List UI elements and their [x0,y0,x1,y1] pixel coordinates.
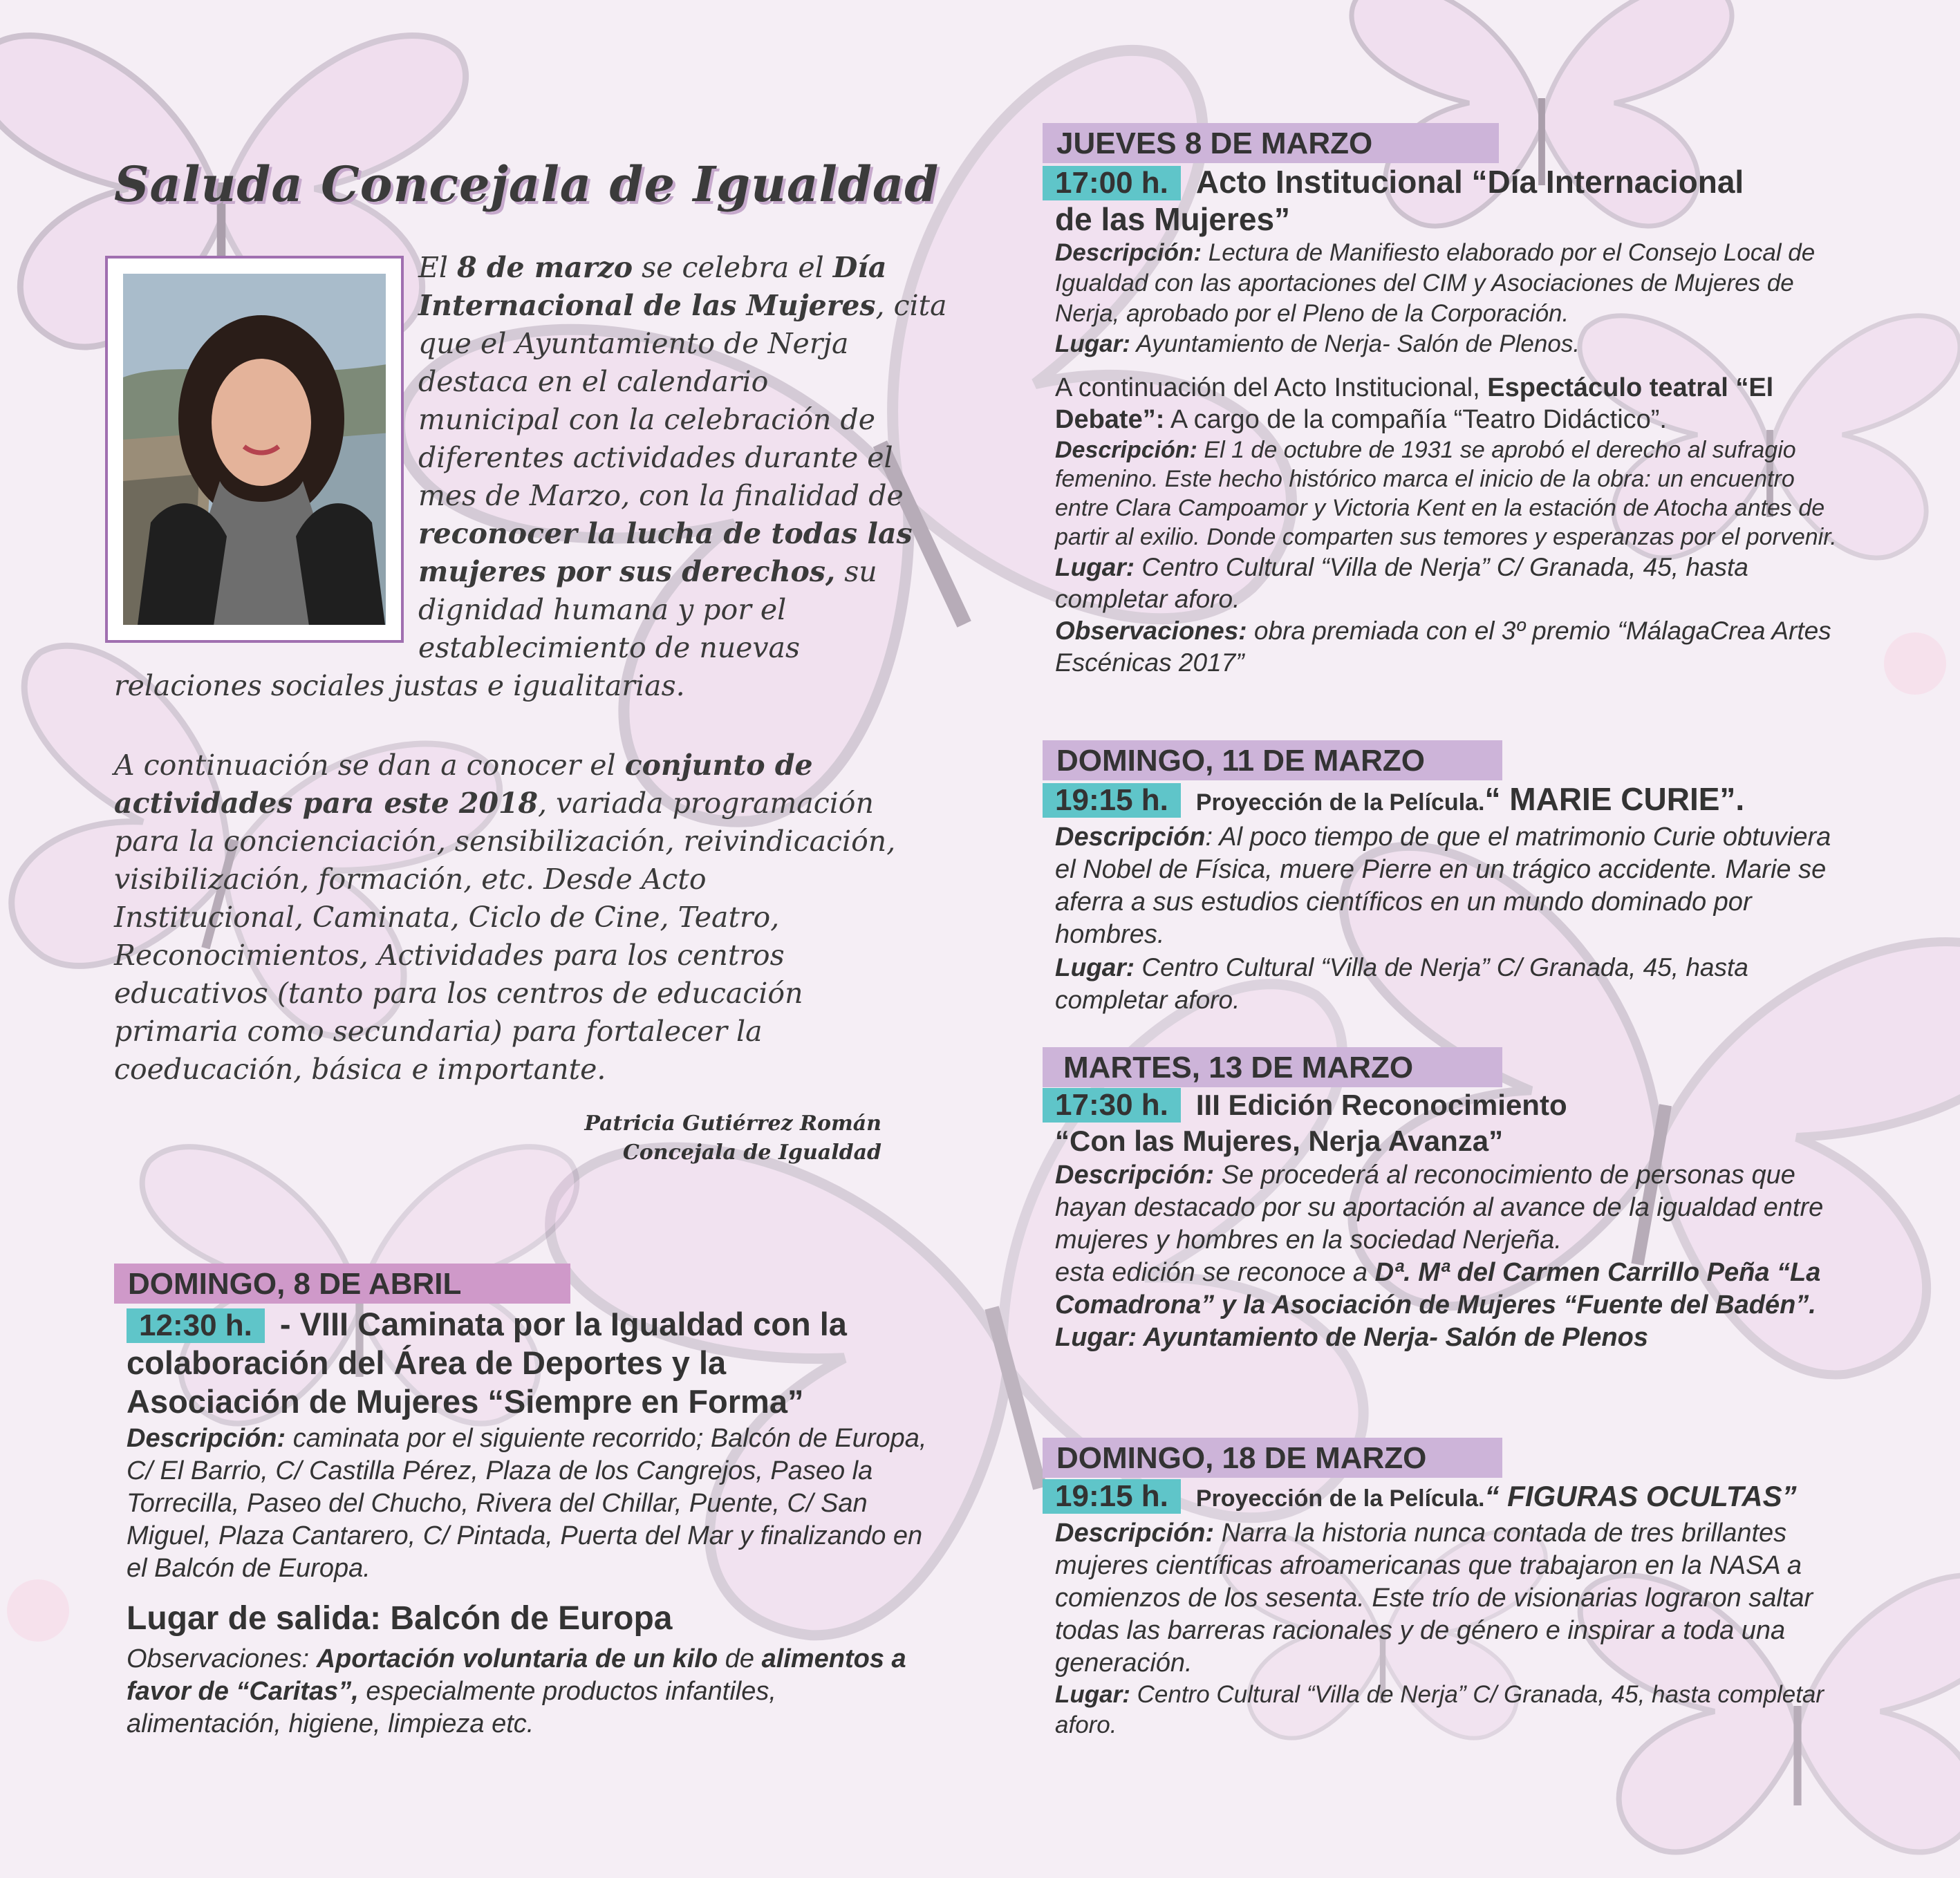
day-header-13-marzo: MARTES, 13 DE MARZO [1043,1047,1502,1087]
lugar-salida: Lugar de salida: Balcón de Europa [127,1600,673,1637]
signature [584,1109,881,1167]
event-reconocimiento: 17:30 h. III Edición Reconocimiento “Con las Mujeres, Nerja Avanza” Descripción: Se procederá al reconocimiento de personas que hayan destacado por su aportación al avance de la igualdad entre mujeres y hombres en la sociedad Nerjeña. esta edición se reconoce a Dª. Mª del Carmen Carrillo Peña “La Comadrona” y la Asociación de Mujeres “Fuente del Badén”. Lugar: Ayuntamiento de Nerja- Salón de Plenos [1043,1087,1851,1354]
event-time: 17:00 h. [1043,166,1181,200]
event-caminata: 12:30 h. - VIII Caminata por la Igualdad con la colaboración del Área de Deportes y la Asociación de Mujeres “Siempre en Forma” Descripción: caminata por el siguiente recorrido; Balcón de Europa, C/ El Barrio, C/ Castilla Pérez, Plaza de los Cangrejos, Paseo la Torrecilla, Paseo del Chucho, Rivera del Chillar, Puente, C/ San Miguel, Plaza Cantarero, C/ Pintada, Puerta del Mar y finalizando en el Balcón de Europa. Lugar de salida: Balcón de Europa Observaciones: Aportación voluntaria de un kilo de alimentos a favor de “Caritas”, especialmente productos infantiles, alimentación, higiene, limpieza etc. [114,1305,930,1740]
event-figuras-ocultas: 19:15 h. Proyección de la Película.“ FIGURAS OCULTAS” Descripción: Narra la historia nunca contada de tres brillantes mujeres científicas afroamericanas que trabajaron en la NASA a comienzos de los sesenta. Este trío de visionarias lograron saltar todas las barreras racionales y de género e inspirar a toda una generación. Lugar: Centro Cultural “Villa de Nerja” C/ Granada, 45, hasta completar aforo. [1043,1478,1851,1740]
signature-role: Concejala de Igualdad [622,1140,881,1165]
event-time: 19:15 h. [1043,783,1181,818]
portrait-photo [123,274,386,625]
day-header-8-abril: DOMINGO, 8 DE ABRIL [114,1264,570,1304]
activities-paragraph: A continuación se dan a conocer el conjunto de actividades para este 2018, variada programación para la concienciación, sensibilización, reivindicación, visibilización, formación, etc. Desde Acto Institucional, Caminata, Ciclo de Cine, Teatro, Reconocimientos, Actividades para los centros educativos (tanto para los centros de educación primaria como secundaria) para fortalecer la coeducación, básica e importante. [114,749,896,1086]
day-header-11-marzo: DOMINGO, 11 DE MARZO [1043,740,1502,780]
event-time: 17:30 h. [1043,1088,1181,1123]
day-header-18-marzo: DOMINGO, 18 DE MARZO [1043,1438,1502,1478]
day-header-8-marzo: JUEVES 8 DE MARZO [1043,123,1499,163]
event-time: 12:30 h. [127,1308,265,1343]
event-time: 19:15 h. [1043,1479,1181,1514]
portrait-frame [105,256,404,643]
event-acto-institucional: 17:00 h. Acto Institucional “Día Internacional de las Mujeres” Descripción: Lectura de Manifiesto elaborado por el Consejo Local de Igualdad con las aportaciones del CIM y Asociaciones de Mujeres de Nerja, aprobado por el Pleno de la Corporación. Lugar: Ayuntamiento de Nerja- Salón de Plenos. A continuación del Acto Institucional, Espectáculo teatral “El Debate”: A cargo de la compañía “Teatro Didáctico”. Descripción: El 1 de octubre de 1931 se aprobó el derecho al sufragio femenino. Este hecho histórico marca el inicio de la obra: un encuentro entre Clara Campoamor y Victoria Kent en la estación de Atocha antes de partir al exilio. Donde comparten sus temores y esperanzas por el porvenir. Lugar: Centro Cultural “Villa de Nerja” C/ Granada, 45, hasta completar aforo. Observaciones: obra premiada con el 3º premio “MálagaCrea Artes Escénicas 2017” [1043,163,1851,679]
page-title: Saluda Concejala de Igualdad [114,156,940,213]
event-marie-curie: 19:15 h. Proyección de la Película.“ MARIE CURIE”. Descripción: Al poco tiempo de que el matrimonio Curie obtuviera el Nobel de Física, muere Pierre en un trágico accidente. Marie se aferra a sus estudios científicos en un mundo dominado por hombres. Lugar: Centro Cultural “Villa de Nerja” C/ Granada, 45, hasta completar aforo. [1043,780,1851,1016]
signature-name: Patricia Gutiérrez Román [584,1111,881,1136]
